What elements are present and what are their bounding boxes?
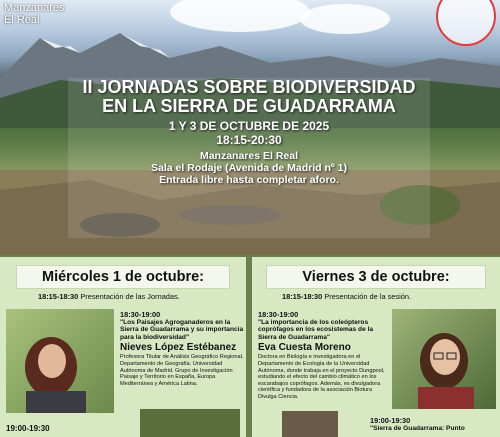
intro-text: Presentación de la sesión. (324, 292, 412, 301)
talk2-block-right (370, 417, 496, 432)
event-dates: 1 Y 3 DE OCTUBRE DE 2025 (168, 119, 330, 133)
talk1-title: "Los Paisajes Agroganaderos en la Sierra de Guadarrama y su importancia para la biodiversidad" (120, 318, 244, 341)
town-logo (4, 2, 65, 26)
talk1-title: "La importancia de los coleópteros coprófagos en los ecosistemas de la Sierra de Guadarrama" (258, 318, 374, 341)
panel-wednesday (0, 257, 246, 437)
day-header-wednesday: Miércoles 1 de octubre: (16, 265, 230, 289)
talk1-time: 18:30-19:00 (258, 310, 299, 319)
talk1-speaker: Nieves López Estébanez (120, 342, 237, 354)
talk2-time: 19:00-19:30 (370, 416, 411, 425)
talk1-bio: Doctora en Biología e investigadora en el Departamento de Ecología de la Universidad Autónoma, donde trabaja en el proyecto Dungpool, estudiando el efecto del cambio climático en los escarabajos coprófagos. Además, es divulgadora científica y fundadora de la asociación Biotura Divulga Ciencia. (258, 354, 385, 400)
title-line2: EN LA SIERRA DE GUADARRAMA (102, 96, 396, 116)
panel-friday (252, 257, 500, 437)
event-place: Manzanares El Real (199, 150, 299, 162)
logo-line1: Manzanares (4, 2, 65, 14)
talk2-time: 19:00-19:30 (6, 424, 50, 433)
day-header-friday: Viernes 3 de octubre: (266, 265, 486, 289)
talk2-photo (282, 411, 338, 437)
title-block (68, 78, 430, 238)
title-line1: II JORNADAS SOBRE BIODIVERSIDAD (82, 77, 416, 97)
talk1-block-left (120, 311, 244, 387)
talk1-speaker: Eva Cuesta Moreno (258, 342, 351, 354)
talk1-time: 18:30-19:00 (120, 310, 161, 319)
intro-text: Presentación de las Jornadas. (80, 292, 180, 301)
event-venue: Sala el Rodaje (Avenida de Madrid nº 1) (151, 162, 347, 174)
intro-line (282, 293, 492, 301)
speaker-photo-nieves (6, 309, 114, 413)
intro-line (38, 293, 238, 301)
event-time: 18:15-20:30 (216, 133, 282, 147)
speaker-photo-eva (392, 309, 496, 409)
talk1-bio: Profesora Titular de Análisis Geográfico Regional. Departamento de Geografía. Universidad Autónoma de Madrid. Grupo de Investigación Paisaje y Territorio en España, Europa Mediterránea y América Latina. (120, 354, 244, 387)
logo-line2: El Real (4, 14, 40, 26)
intro-time: 18:15-18:30 (282, 292, 323, 301)
talk2-title: "Sierra de Guadarrama: Punto (370, 424, 465, 432)
talk2-photo (140, 409, 240, 437)
event-entry: Entrada libre hasta completar aforo. (159, 174, 339, 186)
intro-time: 18:15-18:30 (38, 292, 79, 301)
talk1-block-right (258, 311, 386, 401)
